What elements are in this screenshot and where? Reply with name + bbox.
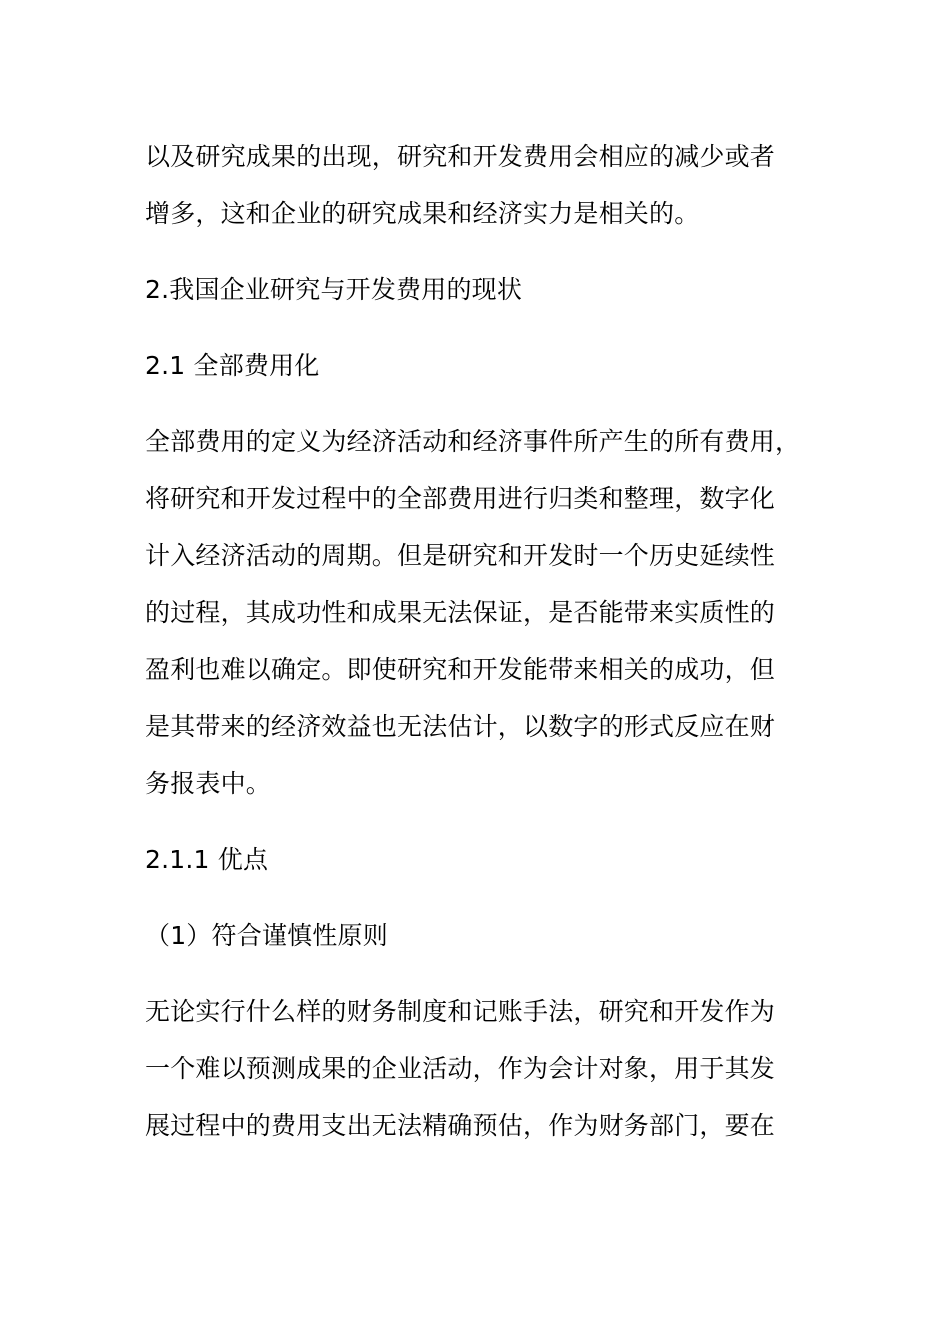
heading-line: 2.1 全部费用化 [145, 351, 320, 380]
text-line: 计入经济活动的周期。但是研究和开发时一个历史延续性 [145, 541, 776, 570]
text-line: 无论实行什么样的财务制度和记账手法，研究和开发作为 [145, 997, 776, 1026]
text-line: 务报表中。 [145, 769, 272, 798]
text-line: 盈利也难以确定。即使研究和开发能带来相关的成功，但 [145, 655, 776, 684]
document-body [145, 128, 810, 1154]
subsection-heading [145, 337, 810, 394]
heading-line: （1）符合谨慎性原则 [145, 921, 388, 950]
text-line: 全部费用的定义为经济活动和经济事件所产生的所有费用， [145, 427, 801, 456]
text-line: 将研究和开发过程中的全部费用进行归类和整理，数字化 [145, 484, 776, 513]
text-line: 一个难以预测成果的企业活动，作为会计对象，用于其发 [145, 1054, 776, 1083]
paragraph [145, 413, 810, 812]
paragraph [145, 983, 810, 1154]
list-heading [145, 907, 810, 964]
text-line: 是其带来的经济效益也无法估计，以数字的形式反应在财 [145, 712, 776, 741]
paragraph [145, 128, 810, 242]
text-line: 展过程中的费用支出无法精确预估，作为财务部门，要在 [145, 1111, 776, 1140]
text-line: 的过程，其成功性和成果无法保证，是否能带来实质性的 [145, 598, 776, 627]
text-line: 增多，这和企业的研究成果和经济实力是相关的。 [145, 199, 700, 228]
heading-line: 2.我国企业研究与开发费用的现状 [145, 275, 523, 304]
section-heading [145, 261, 810, 318]
heading-line: 2.1.1 优点 [145, 845, 269, 874]
text-line: 以及研究成果的出现，研究和开发费用会相应的减少或者 [145, 142, 776, 171]
subsubsection-heading [145, 831, 810, 888]
